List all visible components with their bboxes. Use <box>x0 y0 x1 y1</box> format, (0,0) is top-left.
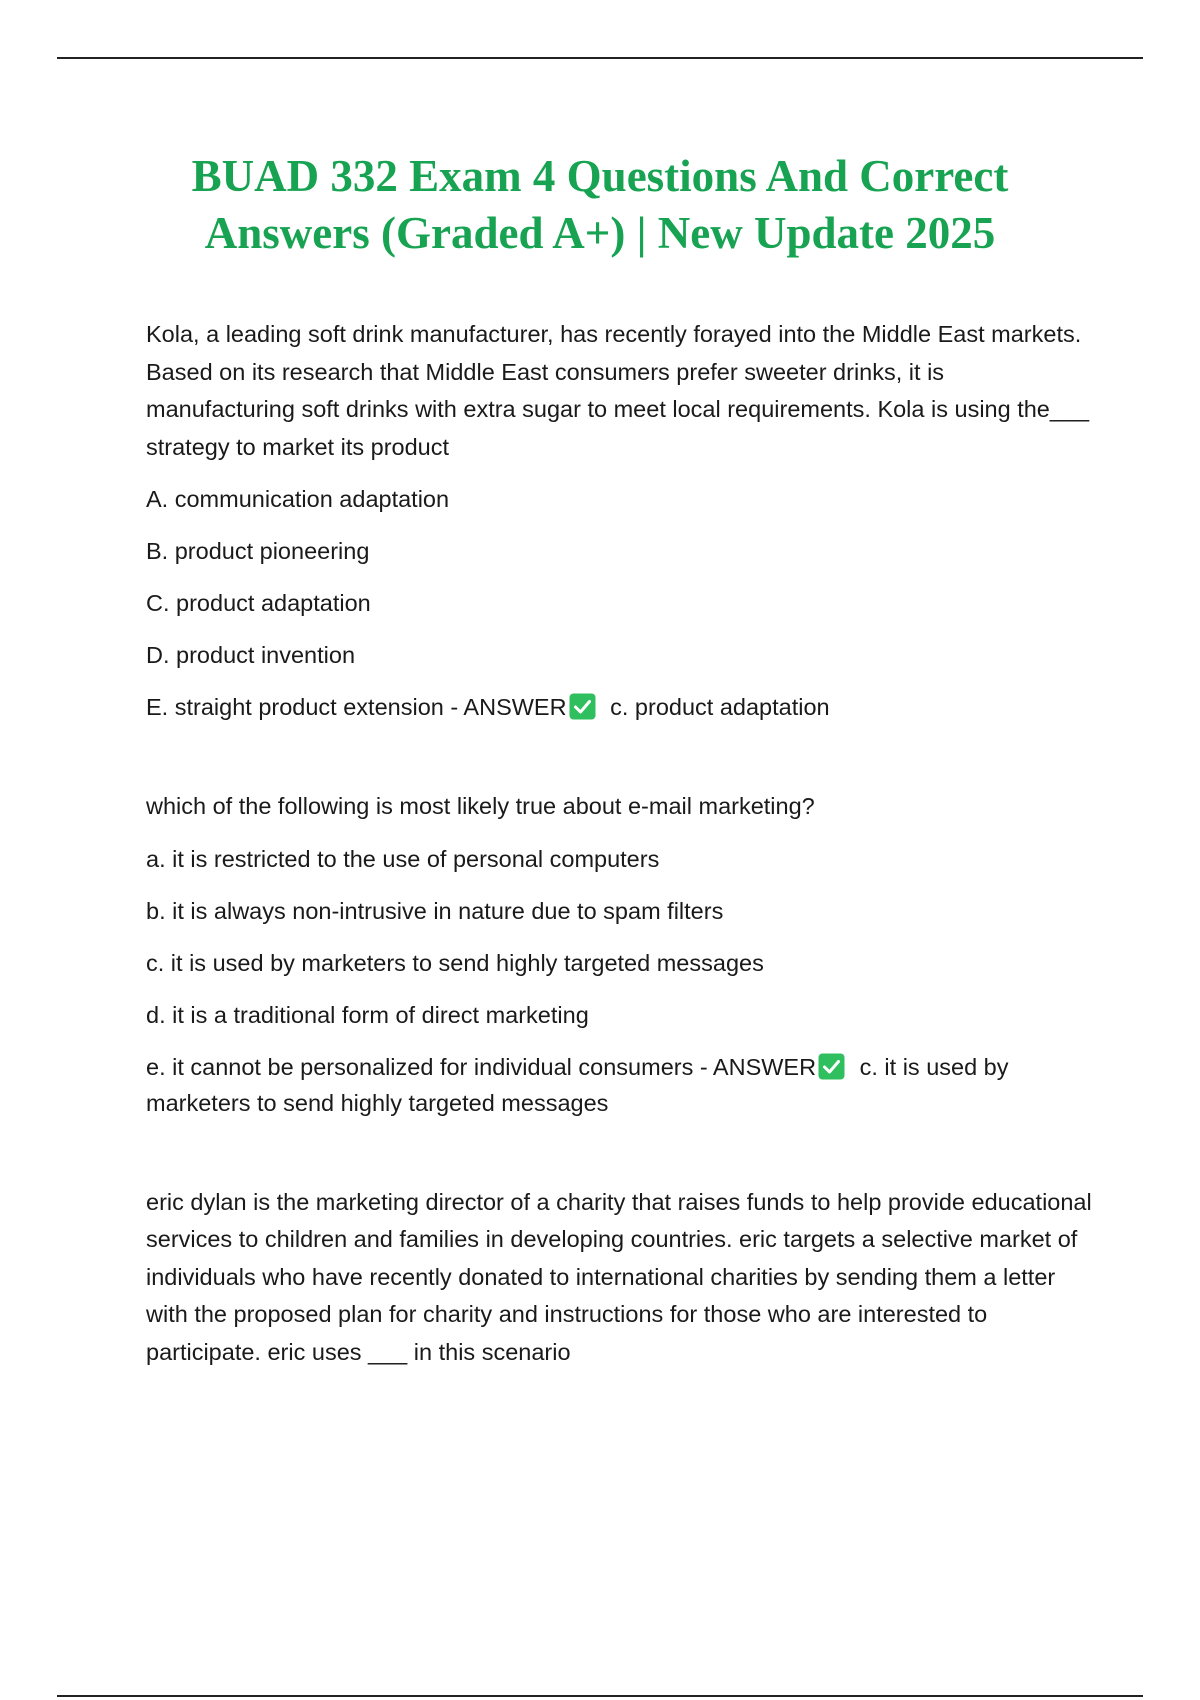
correct-answer: c. it is used by marketers to send highly targeted messages <box>146 1053 1009 1116</box>
option-b: b. it is always non-intrusive in nature due to spam filters <box>146 897 724 924</box>
question-text: which of the following is most likely true about e-mail marketing? <box>146 793 815 819</box>
option-d: d. it is a traditional form of direct marketing <box>146 1001 589 1028</box>
question-block <box>146 316 1096 725</box>
option-a: a. it is restricted to the use of personal computers <box>146 845 660 872</box>
option-e: E. straight product extension - ANSWER <box>146 694 567 720</box>
document-title: BUAD 332 Exam 4 Questions And Correct Answers (Graded A+) | New Update 2025 <box>191 151 1009 258</box>
answer-line <box>146 689 1096 725</box>
question-text: eric dylan is the marketing director of a charity that raises funds to help provide educational services to children and families in developing countries. eric targets a selective market of individuals who have recently donated to international charities by sending them a letter with the proposed plan for charity and instructions for those who are interested to participate. eric uses ___ in this scenario <box>146 1188 1092 1365</box>
option-d: D. product invention <box>146 642 356 668</box>
option-b: B. product pioneering <box>146 538 370 564</box>
option-c: c. it is used by marketers to send highly targeted messages <box>146 949 764 976</box>
check-mark-icon <box>818 1053 845 1080</box>
option-a: A. communication adaptation <box>146 486 450 512</box>
question-list <box>146 316 1096 1371</box>
top-rule <box>57 57 1143 59</box>
check-mark-icon <box>569 693 596 720</box>
option-c: C. product adaptation <box>146 590 371 616</box>
correct-answer: c. product adaptation <box>610 694 830 720</box>
question-block <box>146 1184 1096 1372</box>
bottom-rule <box>57 1695 1143 1697</box>
answer-line <box>146 1049 1096 1121</box>
question-block <box>146 788 1096 1121</box>
question-text: Kola, a leading soft drink manufacturer, has recently forayed into the Middle East markets. Based on its research that Middle East consumers prefer sweeter drinks, it is manufacturing soft drinks with extra sugar to meet local requirements. Kola is using the___ strategy to market its product <box>146 321 1090 460</box>
option-e: e. it cannot be personalized for individual consumers - ANSWER <box>146 1053 817 1080</box>
